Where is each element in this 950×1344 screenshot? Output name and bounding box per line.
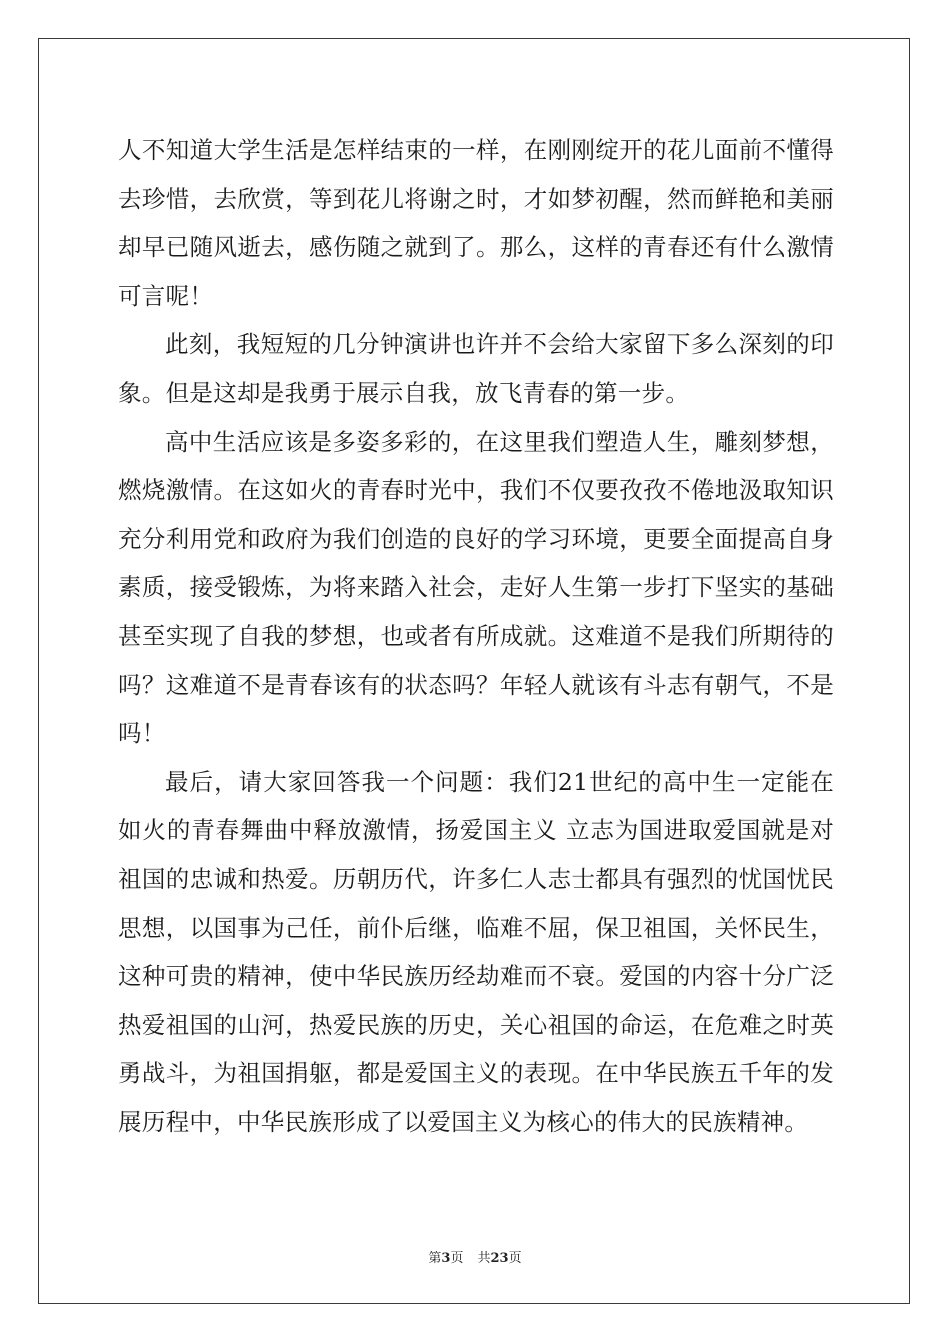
page-number: 3 bbox=[441, 1251, 451, 1266]
page-footer bbox=[0, 1247, 950, 1266]
text-line: 可言呢！ bbox=[118, 281, 214, 310]
text-line: 素质，接受锻炼，为将来踏入社会，走好人生第一步打下坚实的基础 bbox=[118, 573, 834, 602]
text-line: 象。但是这却是我勇于展示自我，放飞青春的第一步。 bbox=[118, 378, 690, 407]
text-line: 吗？这难道不是青春该有的状态吗？年轻人就该有斗志有朝气，不是 bbox=[118, 670, 834, 699]
text-line: 这种可贵的精神，使中华民族历经劫难而不衰。爱国的内容十分广泛 bbox=[118, 962, 834, 991]
text-line: 祖国的忠诚和热爱。历朝历代，许多仁人志士都具有强烈的忧国忧民 bbox=[118, 864, 834, 893]
text-line: 甚至实现了自我的梦想，也或者有所成就。这难道不是我们所期待的 bbox=[118, 621, 834, 650]
text-line: 如火的青春舞曲中释放激情，扬爱国主义 立志为国进取爱国就是对 bbox=[118, 816, 834, 845]
text-line: 热爱祖国的山河，热爱民族的历史，关心祖国的命运，在危难之时英 bbox=[118, 1010, 834, 1039]
paragraph-first-line: 最后，请大家回答我一个问题：我们21世纪的高中生一定能在 bbox=[165, 767, 834, 796]
page-suffix: 页 bbox=[450, 1251, 464, 1266]
paragraph-first-line: 此刻，我短短的几分钟演讲也许并不会给大家留下多么深刻的印 bbox=[165, 330, 834, 359]
text-line: 展历程中，中华民族形成了以爱国主义为核心的伟大的民族精神。 bbox=[118, 1107, 809, 1136]
text-line: 却早已随风逝去，感伤随之就到了。那么，这样的青春还有什么激情 bbox=[118, 233, 834, 262]
text-line: 人不知道大学生活是怎样结束的一样，在刚刚绽开的花儿面前不懂得 bbox=[118, 136, 834, 164]
total-suffix: 页 bbox=[508, 1251, 522, 1266]
text-line: 充分利用党和政府为我们创造的良好的学习环境，更要全面提高自身 bbox=[118, 524, 834, 553]
paragraph-first-line: 高中生活应该是多姿多彩的，在这里我们塑造人生，雕刻梦想， bbox=[165, 427, 834, 456]
document-body bbox=[118, 126, 834, 1146]
text-line: 勇战斗，为祖国捐躯，都是爱国主义的表现。在中华民族五千年的发 bbox=[118, 1059, 834, 1088]
text-line: 燃烧激情。在这如火的青春时光中，我们不仅要孜孜不倦地汲取知识 bbox=[118, 476, 834, 505]
total-prefix: 共 bbox=[477, 1251, 491, 1266]
text-line: 思想，以国事为己任，前仆后继，临难不屈，保卫祖国，关怀民生， bbox=[118, 913, 834, 942]
total-pages: 23 bbox=[490, 1251, 509, 1266]
page-prefix: 第 bbox=[428, 1251, 442, 1266]
text-line: 去珍惜，去欣赏，等到花儿将谢之时，才如梦初醒，然而鲜艳和美丽 bbox=[118, 184, 834, 213]
text-line: 吗！ bbox=[118, 719, 166, 748]
